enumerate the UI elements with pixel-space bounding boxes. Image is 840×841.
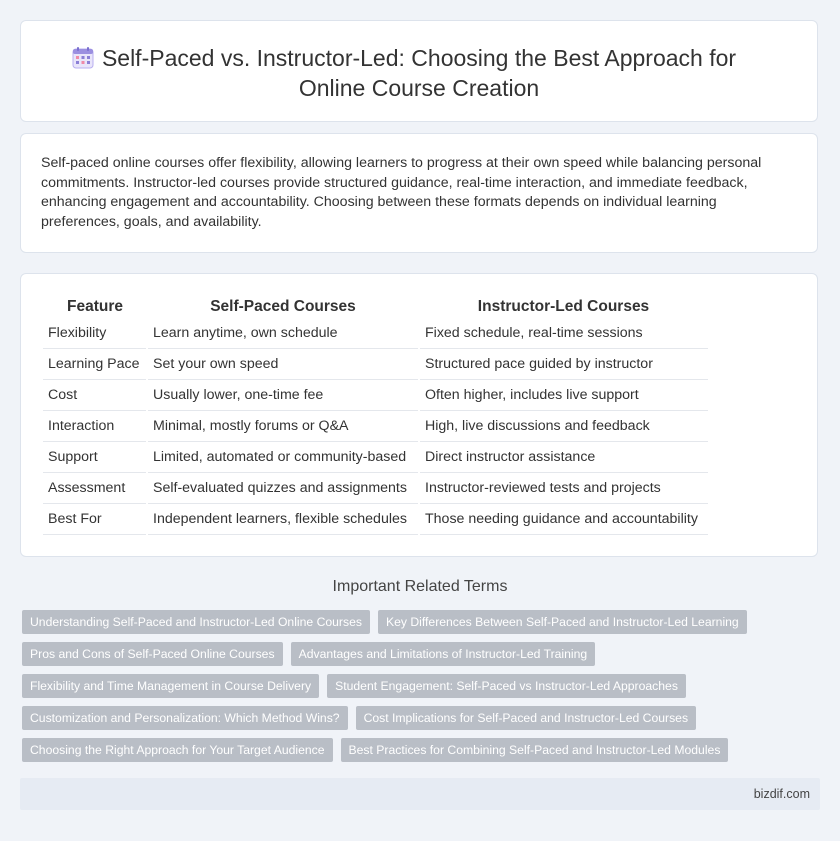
column-header-self-paced: Self-Paced Courses	[210, 298, 356, 315]
feature-cell: Flexibility	[43, 318, 147, 349]
instructor-led-cell: Direct instructor assistance	[419, 442, 708, 473]
related-term-link[interactable]: Understanding Self-Paced and Instructor-Led Online Courses	[22, 610, 370, 634]
related-term-link[interactable]: Flexibility and Time Management in Course Delivery	[22, 674, 319, 698]
self-paced-cell: Set your own speed	[147, 349, 419, 380]
related-term-link[interactable]: Pros and Cons of Self-Paced Online Courses	[22, 642, 283, 666]
related-term-link[interactable]: Advantages and Limitations of Instructor-Led Training	[291, 642, 596, 666]
instructor-led-cell: High, live discussions and feedback	[419, 411, 708, 442]
table-row	[43, 473, 708, 504]
table-row	[43, 411, 708, 442]
related-term-link[interactable]: Key Differences Between Self-Paced and Instructor-Led Learning	[378, 610, 747, 634]
table-header-row	[43, 292, 708, 318]
table-row	[43, 442, 708, 473]
related-term-link[interactable]: Best Practices for Combining Self-Paced and Instructor-Led Modules	[341, 738, 729, 762]
instructor-led-cell: Often higher, includes live support	[419, 380, 708, 411]
table-row	[43, 349, 708, 380]
related-term-link[interactable]: Customization and Personalization: Which Method Wins?	[22, 706, 348, 730]
self-paced-cell: Independent learners, flexible schedules	[147, 504, 419, 535]
self-paced-cell: Minimal, mostly forums or Q&A	[147, 411, 419, 442]
instructor-led-cell: Structured pace guided by instructor	[419, 349, 708, 380]
feature-cell: Learning Pace	[43, 349, 147, 380]
feature-cell: Interaction	[43, 411, 147, 442]
intro-paragraph: Self-paced online courses offer flexibility, allowing learners to progress at their own speed while balancing personal commitments. Instructor-led courses provide structured guidance, real-time interaction, and immediate feedback, enhancing engagement and accountability. Choosing between these formats depends on individual learning preferences, goals, and availability.	[41, 155, 762, 230]
table-row	[43, 380, 708, 411]
column-header-feature: Feature	[67, 298, 123, 315]
page-title-line2: Online Course Creation	[298, 75, 540, 101]
page-title	[21, 43, 817, 103]
self-paced-cell: Self-evaluated quizzes and assignments	[147, 473, 419, 504]
self-paced-cell: Usually lower, one-time fee	[147, 380, 419, 411]
instructor-led-cell: Fixed schedule, real-time sessions	[419, 318, 708, 349]
comparison-table	[43, 292, 708, 535]
table-row	[43, 504, 708, 535]
comparison-card	[20, 273, 818, 557]
related-term-link[interactable]: Choosing the Right Approach for Your Target Audience	[22, 738, 333, 762]
footer-site-link[interactable]: bizdif.com	[753, 787, 810, 801]
self-paced-cell: Learn anytime, own schedule	[147, 318, 419, 349]
instructor-led-cell: Instructor-reviewed tests and projects	[419, 473, 708, 504]
page-title-line1: Self-Paced vs. Instructor-Led: Choosing the Best Approach for	[101, 45, 737, 71]
header-card	[20, 20, 818, 122]
related-term-link[interactable]: Student Engagement: Self-Paced vs Instructor-Led Approaches	[327, 674, 686, 698]
intro-card	[20, 133, 818, 253]
table-row	[43, 318, 708, 349]
related-terms-list	[22, 610, 822, 770]
instructor-led-cell: Those needing guidance and accountability	[419, 504, 708, 535]
feature-cell: Assessment	[43, 473, 147, 504]
column-header-instructor-led: Instructor-Led Courses	[477, 298, 650, 315]
self-paced-cell: Limited, automated or community-based	[147, 442, 419, 473]
related-term-link[interactable]: Cost Implications for Self-Paced and Instructor-Led Courses	[356, 706, 696, 730]
feature-cell: Best For	[43, 504, 147, 535]
feature-cell: Cost	[43, 380, 147, 411]
related-terms-heading: Important Related Terms	[332, 578, 508, 595]
feature-cell: Support	[43, 442, 147, 473]
footer	[20, 778, 820, 810]
